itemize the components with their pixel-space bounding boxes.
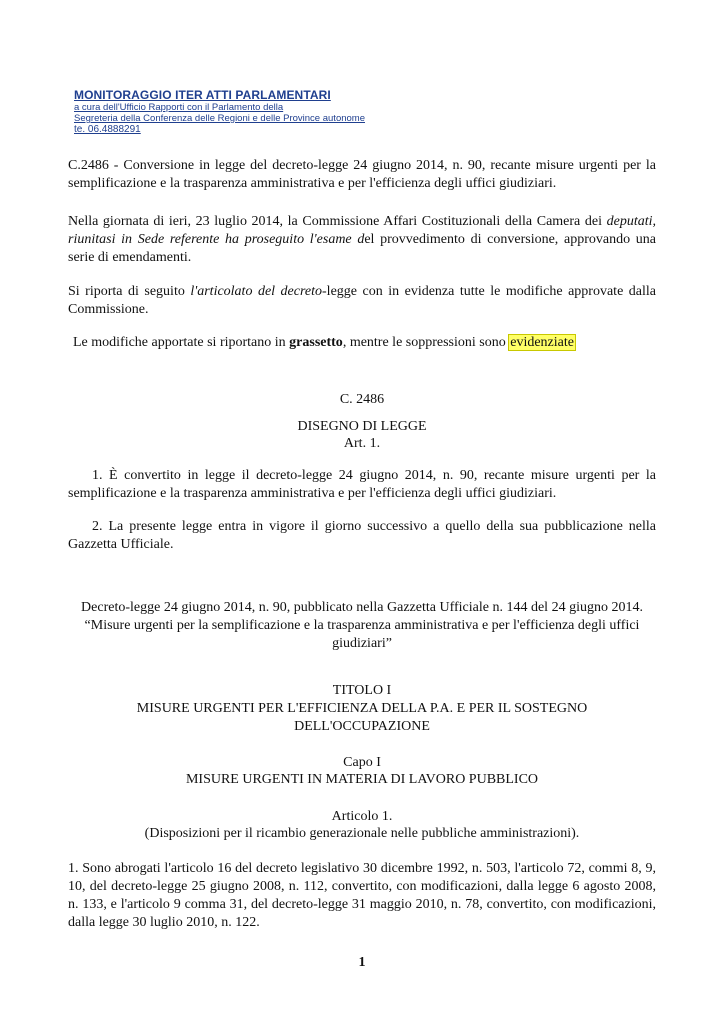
bill-article: Art. 1. bbox=[343, 436, 381, 451]
header-line-1: a cura dell'Ufficio Rapporti con il Parlamento della bbox=[74, 102, 284, 113]
bill-clause-2: 2. La presente legge entra in vigore il giorno successivo a quello della sua pubblicazione nella Gazzetta Ufficiale. bbox=[68, 519, 656, 552]
intro-p4-part-a: Le modifiche apportate si riportano in bbox=[73, 335, 290, 350]
intro-p2-part-a: Nella giornata di ieri, 23 luglio 2014, la Commissione Affari Costituzionali della Camera dei bbox=[68, 214, 607, 229]
titolo-label: TITOLO I bbox=[332, 683, 392, 698]
header-line-2: Segreteria della Conferenza delle Regioni e delle Province autonome bbox=[74, 113, 365, 124]
decree-line-2: “Misure urgenti per la semplificazione e la trasparenza amministrativa e per l'efficienza degli uffici giudiziari” bbox=[84, 618, 640, 651]
intro-p4-highlight-word: evidenziate bbox=[510, 335, 574, 350]
articolo-comma-1: 1. Sono abrogati l'articolo 16 del decreto legislativo 30 dicembre 1992, n. 503, l'articolo 72, commi 8, 9, 10, del decreto-legge 25 giugno 2008, n. 112, convertito, con modificazioni, dalla legge 6 agosto 2008, n. 133, e l'articolo 9 comma 31, del decreto-legge 31 maggio 2010, n. 78, convertito, con modificazioni, dalla legge 30 luglio 2010, n. 122. bbox=[68, 861, 656, 930]
capo-label: Capo I bbox=[343, 755, 381, 770]
intro-paragraph-4 bbox=[73, 334, 661, 352]
header-title: MONITORAGGIO ITER ATTI PARLAMENTARI bbox=[74, 88, 331, 102]
titolo-text: MISURE URGENTI PER L'EFFICIENZA DELLA P.A. E PER IL SOSTEGNO DELL'OCCUPAZIONE bbox=[136, 701, 588, 734]
intro-p2-part-c: el provvedimento di conversione, approvando una serie di emendamenti. bbox=[68, 232, 656, 265]
capo-text: MISURE URGENTI IN MATERIA DI LAVORO PUBBLICO bbox=[185, 772, 539, 787]
intro-p3-part-a: Si riporta di seguito bbox=[68, 284, 191, 299]
intro-p4-bold-word: grassetto bbox=[289, 335, 343, 350]
page-number: 1 bbox=[358, 955, 366, 970]
bill-title: DISEGNO DI LEGGE bbox=[297, 419, 427, 434]
bill-number: C. 2486 bbox=[339, 392, 385, 407]
monitoring-header bbox=[74, 88, 392, 135]
header-phone: te. 06.4888291 bbox=[74, 124, 141, 135]
intro-p4-part-c: , mentre le soppressioni sono bbox=[342, 335, 510, 350]
bill-clause-1: 1. È convertito in legge il decreto-legge 24 giugno 2014, n. 90, recante misure urgenti per la semplificazione e la trasparenza amministrativa e per l'efficienza degli uffici giudiziari. bbox=[68, 468, 656, 501]
articolo-label: Articolo 1. bbox=[331, 809, 393, 824]
intro-paragraph-2 bbox=[68, 213, 656, 267]
intro-p3-part-b: l'articolato del decreto bbox=[190, 284, 323, 299]
intro-paragraph-3 bbox=[68, 283, 656, 319]
intro-paragraph-1: C.2486 - Conversione in legge del decreto-legge 24 giugno 2014, n. 90, recante misure urgenti per la semplificazione e la trasparenza amministrativa e per l'efficienza degli uffici giudiziari. bbox=[68, 158, 656, 191]
intro-p2-part-b: deputati, riunitasi in Sede referente ha proseguito l'esame d bbox=[68, 214, 656, 247]
articolo-subtitle: (Disposizioni per il ricambio generazionale nelle pubbliche amministrazioni). bbox=[144, 826, 580, 841]
intro-p3-part-c: -legge con in evidenza tutte le modifiche approvate dalla Commissione. bbox=[68, 284, 656, 317]
decree-line-1: Decreto-legge 24 giugno 2014, n. 90, pubblicato nella Gazzetta Ufficiale n. 144 del 24 giugno 2014. bbox=[81, 600, 643, 615]
